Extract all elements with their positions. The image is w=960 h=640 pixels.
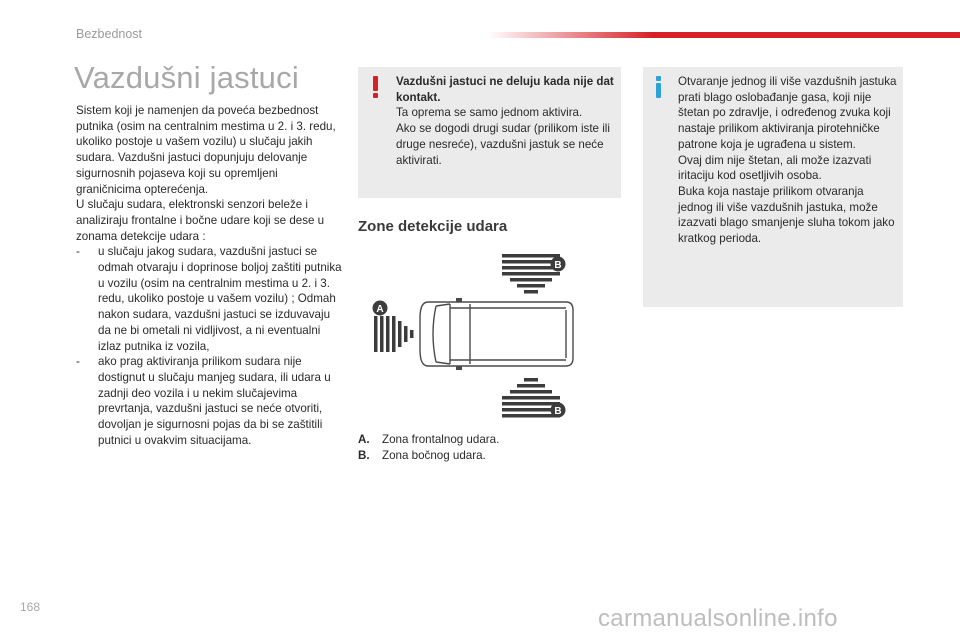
badge-a [373,301,388,316]
bullet-dash: - [76,355,80,369]
van-top-view [420,298,573,370]
bullet-dash: - [76,245,80,259]
intro-paragraph: U slučaju sudara, elektronski senzori beleže i analiziraju frontalne i bočne udare koji se dese u zonama detekcije udara : [76,198,325,243]
badge-b-top [551,257,566,272]
page-number: 168 [20,600,41,614]
legend-text: Zona frontalnog udara. [382,433,500,446]
intro-paragraph: Sistem koji je namenjen da poveća bezbednost putnika (osim na centralnim mestima u 2. i 3. redu, ukoliko postoje u vašem vozilu) u slučaju jakih sudara. Vazdušni jastuci dopunjuju delovanje sigurnosnih pojaseva koji su opremljeni graničnicima opterećenja. [76,104,336,196]
diagram-legend [358,432,499,463]
watermark: carmanualsonline.info [598,605,838,632]
badge-b-label: B [554,260,562,271]
header-accent-rule [488,32,960,38]
legend-item [358,448,499,464]
bullet-text: ako prag aktiviranja prilikom sudara nije dostignut u slučaju manjeg sudara, ili udara u zadnji deo vozila i u nekim slučajevima prevrtanja, vazdušni jastuci se neće otvoriti, dovoljan je sigurnosni pojas da bi se zaštitili putnici u ovakvim situacijama. [98,355,331,447]
legend-item [358,432,499,448]
badge-b-bottom [551,403,566,418]
bullet-text: u slučaju jakog sudara, vazdušni jastuci se odmah otvaraju i doprinose boljoj zaštiti putnika u vozilu (osim na centralnim mestima u 2. i 3. redu, ukoliko postoje u vašem vozilu) ; Odmah nakon sudara, vazdušni jastuci se izduvavaju da ne bi ometali ni vidljivost, a ni eventualni izlaz putnika iz vozila, [98,245,342,353]
legend-text: Zona bočnog udara. [382,448,486,462]
info-line: Ovaj dim nije štetan, ali može izazvati iritaciju kod osetljivih osoba. [678,153,872,183]
front-impact-arrow [374,316,414,352]
warning-line: Ta oprema se samo jednom aktivira. [396,106,583,120]
info-box [643,67,903,307]
page-title: Vazdušni jastuci [74,60,299,95]
section-title: Zone detekcije udara [358,218,508,235]
info-icon [655,76,663,98]
info-line: Buka koja nastaje prilikom otvaranja jednog ili više vazdušnih jastuka, može izazvati blago smanjenje sluha tokom jako kratkog perioda. [678,184,895,246]
warning-bold-text: Vazdušni jastuci ne deluju kada nije dat kontakt. [396,75,614,104]
info-text [678,74,897,247]
intro-column [76,103,342,448]
impact-zones-diagram [370,248,580,424]
section-header-label: Bezbednost [76,27,143,41]
badge-a-label: A [376,304,384,315]
warning-box [358,67,621,198]
warning-line: Ako se dogodi drugi sudar (prilikom iste ili druge nesreće), vazdušni jastuk se neće aktivirati. [396,122,610,167]
info-line: Otvaranje jednog ili više vazdušnih jastuka prati blago oslobađanje gasa, koji nije štetan po zdravlje, i određenog zvuka koji nastaje prilikom aktiviranja pirotehničke patrone koja je ugrađena u sistem. [678,75,897,151]
badge-b-label: B [554,406,562,417]
legend-key: A. [358,433,370,446]
side-impact-arrow-top [502,254,560,294]
warning-exclamation-icon [372,76,380,98]
legend-key: B. [358,448,370,462]
bullet-item [76,244,342,354]
warning-text [396,74,614,168]
bullet-item [76,354,342,448]
